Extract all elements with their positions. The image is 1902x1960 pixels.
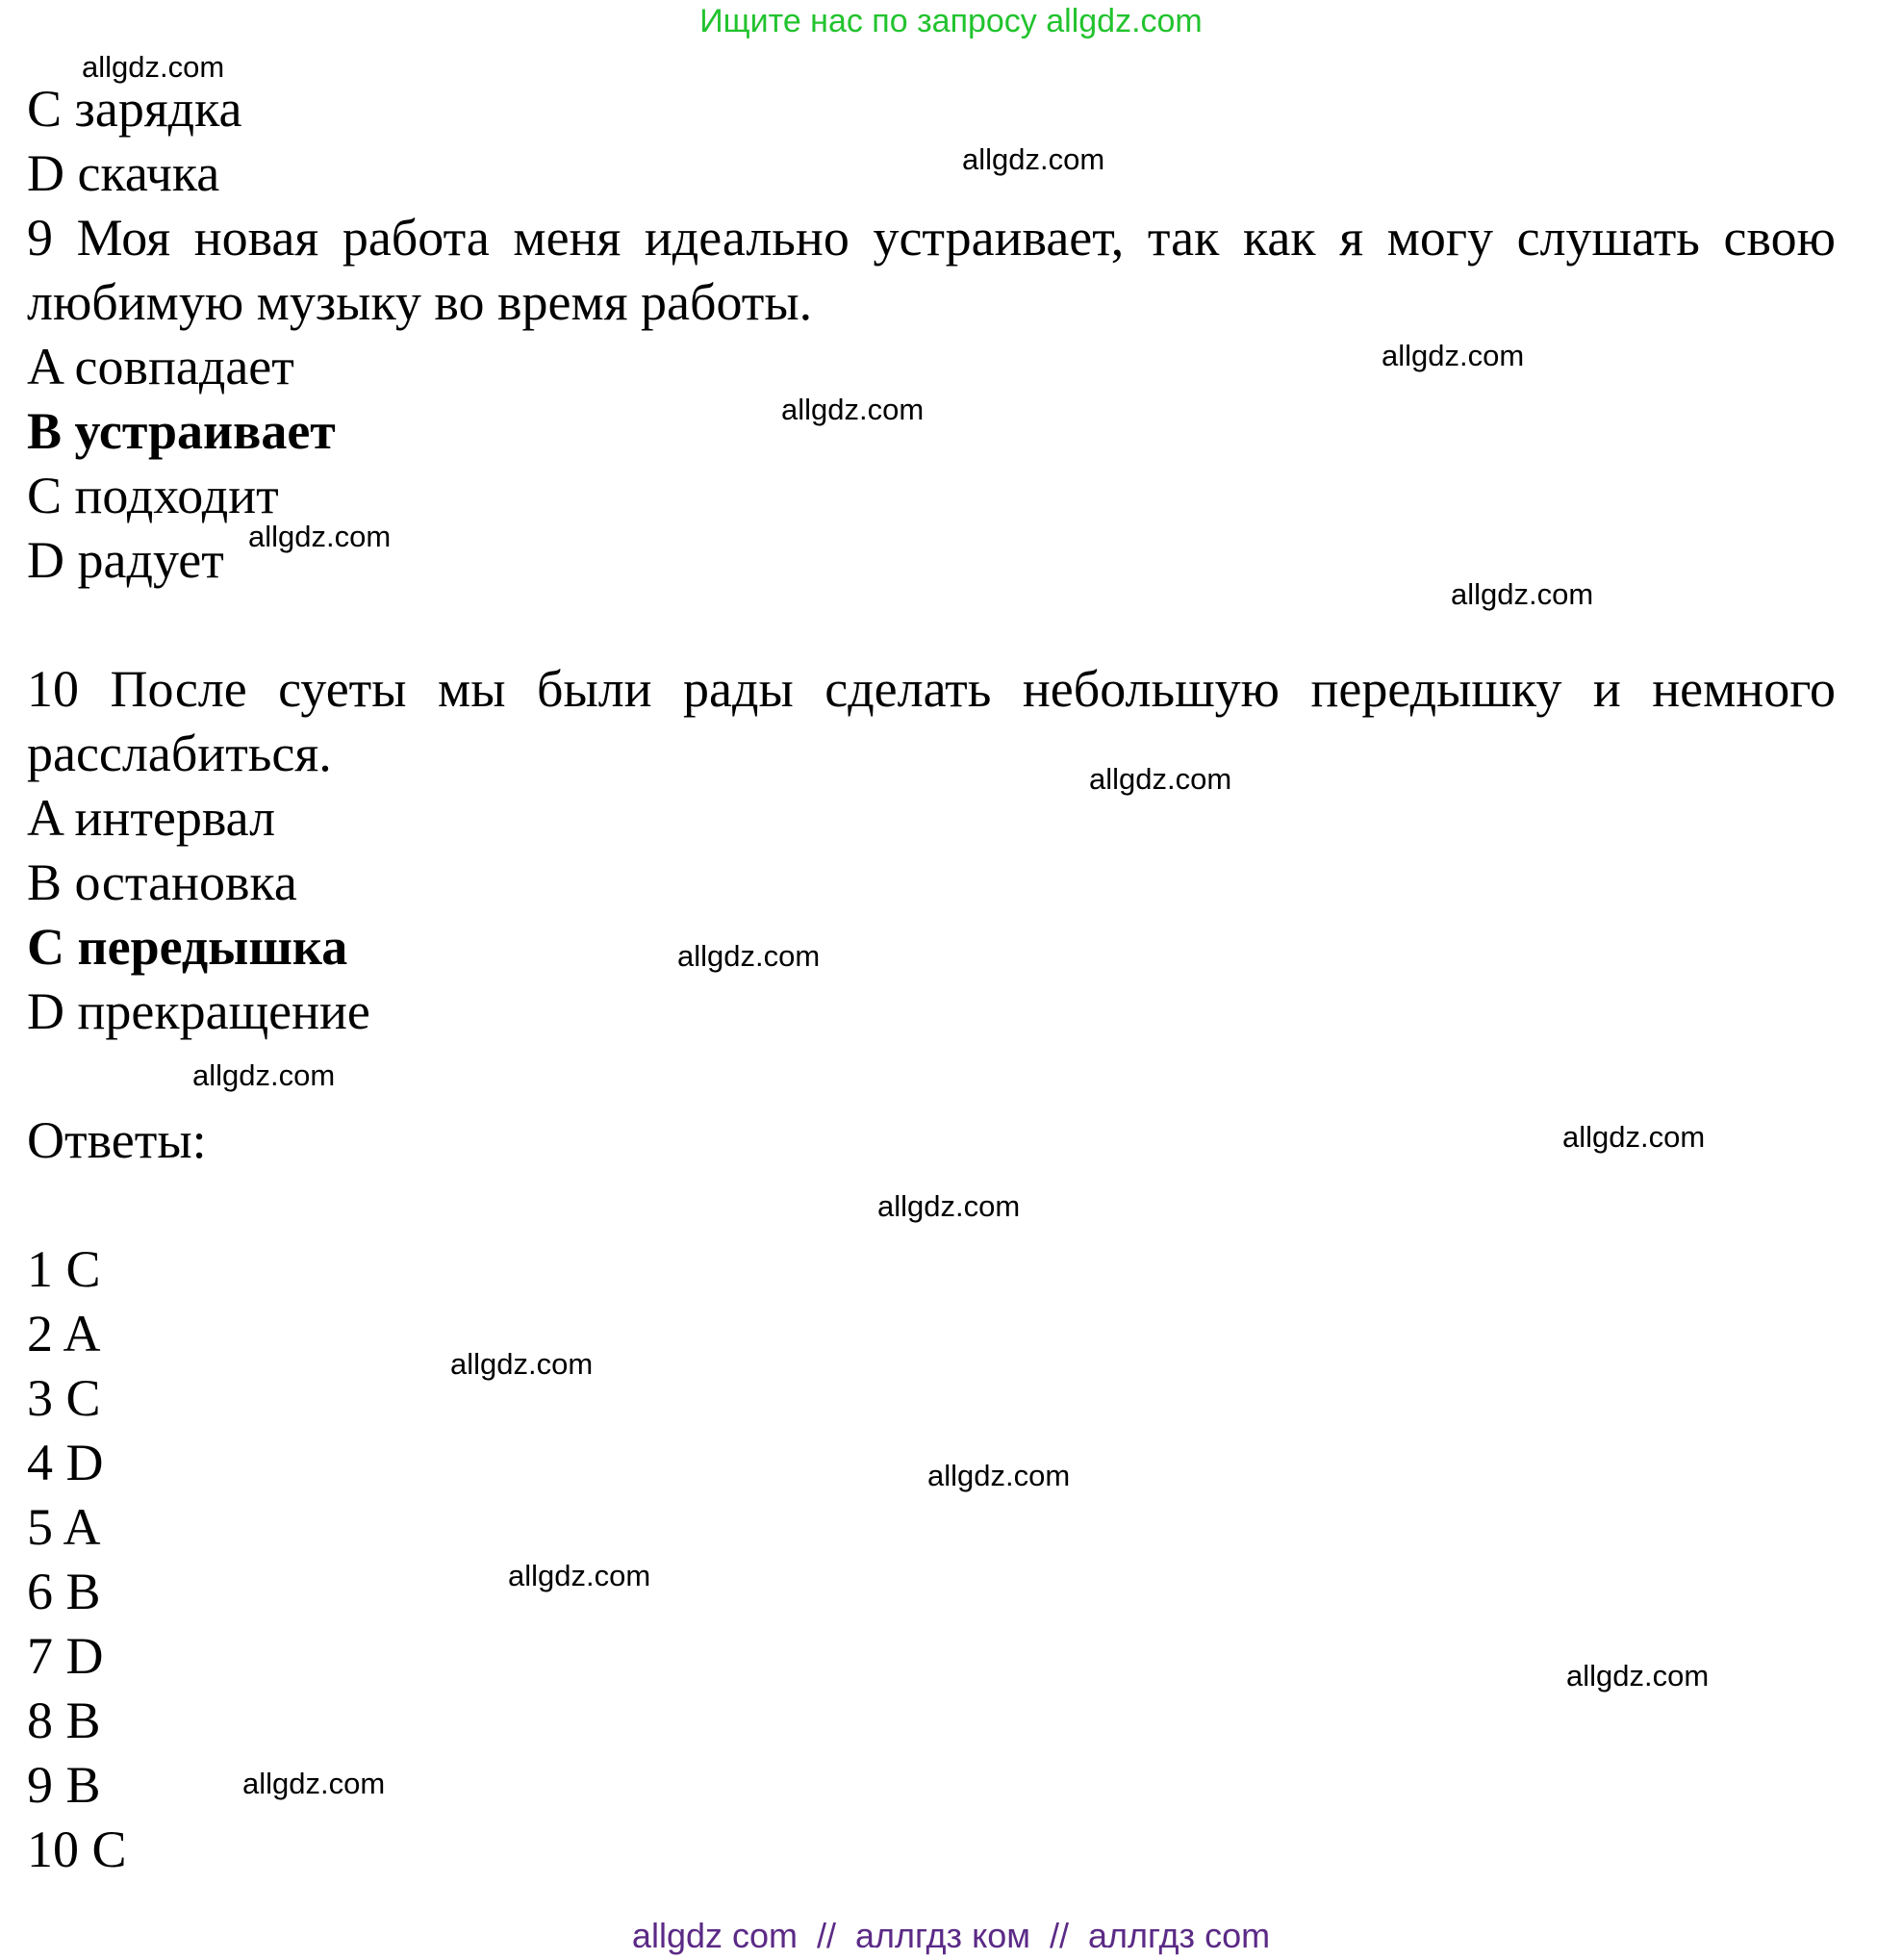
option-q10-b: B остановка (27, 853, 297, 911)
option-q9-d: D радует (27, 531, 224, 589)
answers-heading: Ответы: (27, 1111, 207, 1169)
watermark: allgdz.com (877, 1189, 1021, 1223)
watermark: allgdz.com (450, 1347, 594, 1381)
watermark: allgdz.com (1562, 1120, 1706, 1154)
search-banner: Ищите нас по запросу allgdz.com (699, 3, 1203, 39)
answer-item: 3 C (27, 1369, 101, 1427)
watermark: allgdz.com (1382, 339, 1525, 372)
document-body (27, 77, 1836, 1882)
watermark: allgdz.com (192, 1058, 336, 1092)
answer-item: 9 B (27, 1756, 101, 1814)
option-q10-a: A интервал (27, 789, 276, 847)
answer-item: 7 D (27, 1627, 104, 1685)
watermark: allgdz.com (927, 1459, 1071, 1492)
option-q8-c: C зарядка (27, 80, 242, 138)
watermark: allgdz.com (962, 142, 1105, 176)
watermark: allgdz.com (1451, 577, 1594, 611)
question-10: 10 После суеты мы были рады сделать небольшую передышку и немного расслабиться. (27, 660, 1836, 782)
answer-item: 10 C (27, 1820, 127, 1878)
watermark: allgdz.com (508, 1559, 651, 1592)
option-q10-d: D прекращение (27, 982, 370, 1040)
answer-item: 6 B (27, 1563, 101, 1620)
answer-item: 4 D (27, 1434, 104, 1491)
option-q9-c: C подходит (27, 467, 279, 524)
footer-watermark: allgdz com // аллгдз ком // аллгдз com (631, 1916, 1271, 1955)
option-q9-b-correct: B устраивает (27, 402, 336, 460)
answer-item: 5 A (27, 1498, 101, 1556)
option-q8-d: D скачка (27, 144, 220, 202)
answer-item: 2 A (27, 1305, 101, 1362)
watermark: allgdz.com (781, 393, 925, 426)
answer-item: 8 B (27, 1692, 101, 1749)
watermark: allgdz.com (82, 50, 225, 84)
option-q10-c-correct: C передышка (27, 918, 348, 976)
option-q9-a: A совпадает (27, 338, 294, 395)
question-9: 9 Моя новая работа меня идеально устраивает, так как я могу слушать свою любимую музыку во время работы. (27, 209, 1836, 331)
watermark: allgdz.com (248, 520, 392, 553)
watermark: allgdz.com (1089, 762, 1232, 796)
watermark: allgdz.com (242, 1767, 386, 1800)
answer-item: 1 C (27, 1240, 101, 1298)
watermark: allgdz.com (677, 939, 821, 973)
watermark: allgdz.com (1566, 1659, 1710, 1693)
